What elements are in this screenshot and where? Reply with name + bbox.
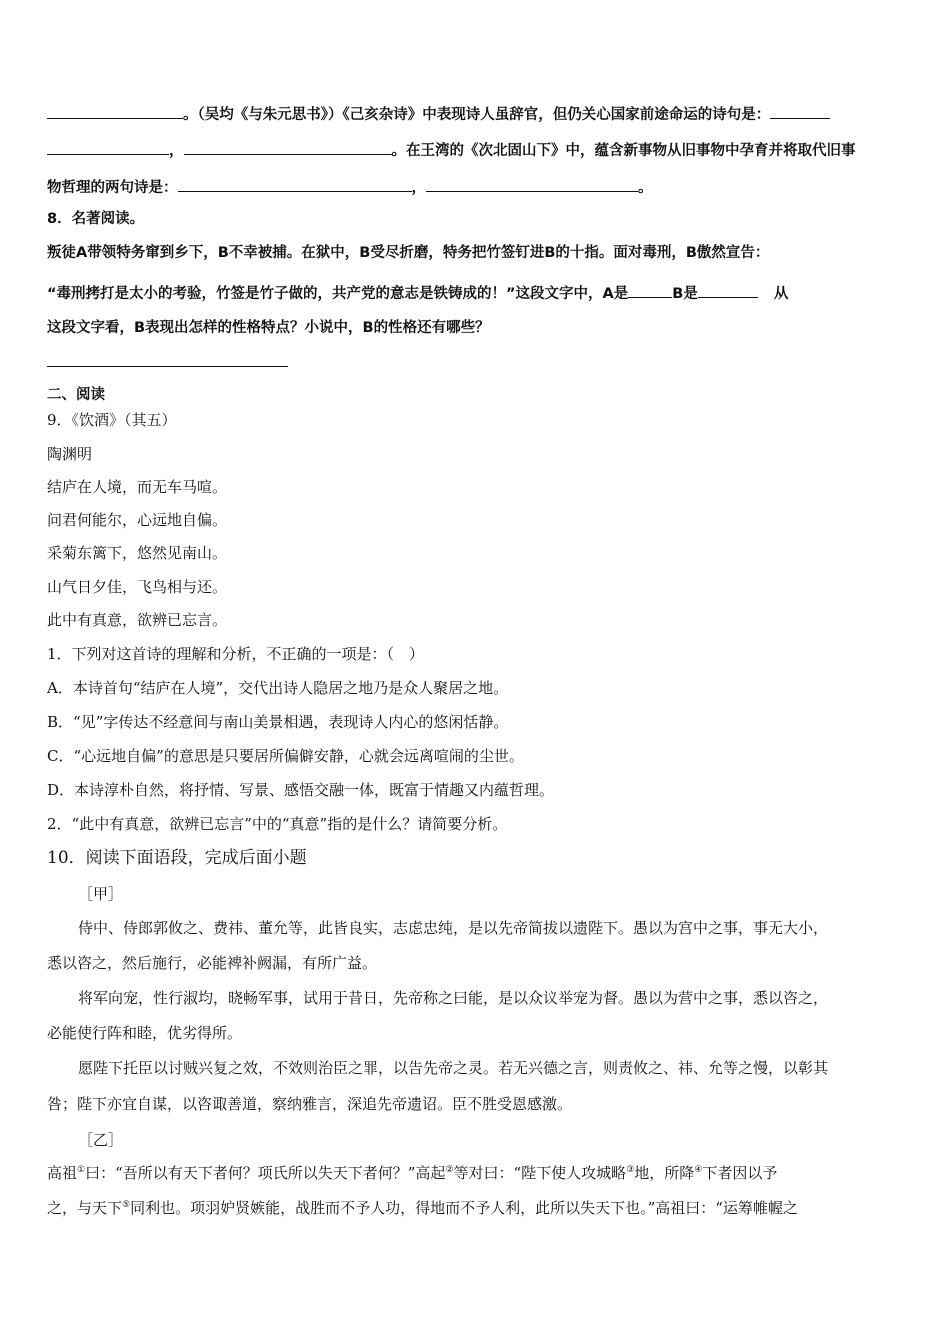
q8-passage-line-1: 叛徒A带领特务窜到乡下，B不幸被捕。在狱中，B受尽折磨，特务把竹签钉进B的十指。面对毒刑，B傲然宣告： <box>47 245 770 261</box>
q8-title: 8．名著阅读。 <box>47 211 145 227</box>
q10-title: 10．阅读下面语段，完成后面小题 <box>47 848 307 868</box>
section-title: 二、阅读 <box>47 387 105 403</box>
answer-blank-b <box>698 282 758 298</box>
answer-blank <box>47 103 183 119</box>
option-c: C．“心远地自偏”的意思是只要居所偏僻安静，心就会远离喧闹的尘世。 <box>47 747 524 765</box>
footnote-mark: ④ <box>694 1165 703 1175</box>
q7-line-3: 物哲理的两句诗是： ， 。 <box>47 176 653 198</box>
answer-line <box>47 366 288 367</box>
answer-blank <box>426 176 638 192</box>
answer-blank <box>770 103 830 119</box>
poem-line: 此中有真意，欲辨已忘言。 <box>47 611 228 629</box>
passage-label-jia: ［甲］ <box>78 885 124 903</box>
poem-line: 结庐在人境，而无车马喧。 <box>47 478 228 496</box>
passage-yi-line: 高祖①曰：“吾所以有天下者何？项氏所以失天下者何？”高起②等对曰：“陛下使人攻城略③地，所降④下者因以予 <box>47 1164 778 1182</box>
q7-line-1: 。（吴均《与朱元思书》）《己亥杂诗》中表现诗人虽辞官，但仍关心国家前途命运的诗句是： <box>47 103 830 125</box>
footnote-mark: ⑤ <box>122 1200 131 1210</box>
passage-jia-line: 必能使行阵和睦，优劣得所。 <box>47 1024 243 1042</box>
footnote-mark: ③ <box>626 1165 635 1175</box>
answer-blank-a <box>628 282 672 298</box>
poem-line: 问君何能尔，心远地自偏。 <box>47 511 228 529</box>
answer-blank <box>47 139 169 155</box>
answer-blank <box>184 139 392 155</box>
passage-jia-line: 将军向宠，性行淑均，晓畅军事，试用于昔日，先帝称之曰能，是以众议举宠为督。愚以为营中之事，悉以咨之， <box>78 989 829 1007</box>
footnote-mark: ① <box>77 1165 86 1175</box>
passage-jia-line: 悉以咨之，然后施行，必能裨补阙漏，有所广益。 <box>47 954 378 972</box>
poem-line: 山气日夕佳，飞鸟相与还。 <box>47 578 228 596</box>
passage-jia-line: 咎；陛下亦宜自谋，以咨诹善道，察纳雅言，深追先帝遗诏。臣不胜受恩感激。 <box>47 1095 573 1113</box>
q8-question: 这段文字看，B表现出怎样的性格特点？小说中，B的性格还有哪些？ <box>47 320 490 336</box>
option-b: B．“见”字传达不经意间与南山美景相遇，表现诗人内心的悠闲恬静。 <box>47 713 509 731</box>
q9-title: 9．《饮酒》（其五） <box>47 411 177 429</box>
footnote-mark: ② <box>445 1165 454 1175</box>
passage-jia-line: 侍中、侍郎郭攸之、费祎、董允等，此皆良实，志虑忠纯，是以先帝简拔以遗陛下。愚以为宫中之事，事无大小， <box>78 919 829 937</box>
q9-sub-question-2: 2．“此中有真意，欲辨已忘言”中的“真意”指的是什么？请简要分析。 <box>47 815 508 833</box>
passage-yi-line: 之，与天下⑤同利也。项羽妒贤嫉能，战胜而不予人功，得地而不予人利，此所以失天下也。”高祖曰：“运筹帷幄之 <box>47 1199 798 1217</box>
passage-label-yi: ［乙］ <box>78 1131 124 1149</box>
passage-jia-line: 愿陛下托臣以讨贼兴复之效，不效则治臣之罪，以告先帝之灵。若无兴德之言，则责攸之、祎、允等之慢，以彰其 <box>78 1059 829 1077</box>
option-a: A．本诗首句“结庐在人境”，交代出诗人隐居之地乃是众人聚居之地。 <box>47 679 509 697</box>
q9-sub-question-1: 1．下列对这首诗的理解和分析，不正确的一项是：（ ） <box>47 645 425 663</box>
poem-line: 采菊东篱下，悠然见南山。 <box>47 544 228 562</box>
q7-line-2: ， 。在王湾的《次北固山下》中，蕴含新事物从旧事物中孕育并将取代旧事 <box>47 139 856 161</box>
poem-author: 陶渊明 <box>47 445 93 463</box>
option-d: D．本诗淳朴自然，将抒情、写景、感悟交融一体，既富于情趣又内蕴哲理。 <box>47 781 555 799</box>
q8-passage-line-2: “毒刑拷打是太小的考验，竹签是竹子做的，共产党的意志是铁铸成的！”这段文字中，A是 B是 从 <box>47 282 788 304</box>
answer-blank <box>178 176 412 192</box>
